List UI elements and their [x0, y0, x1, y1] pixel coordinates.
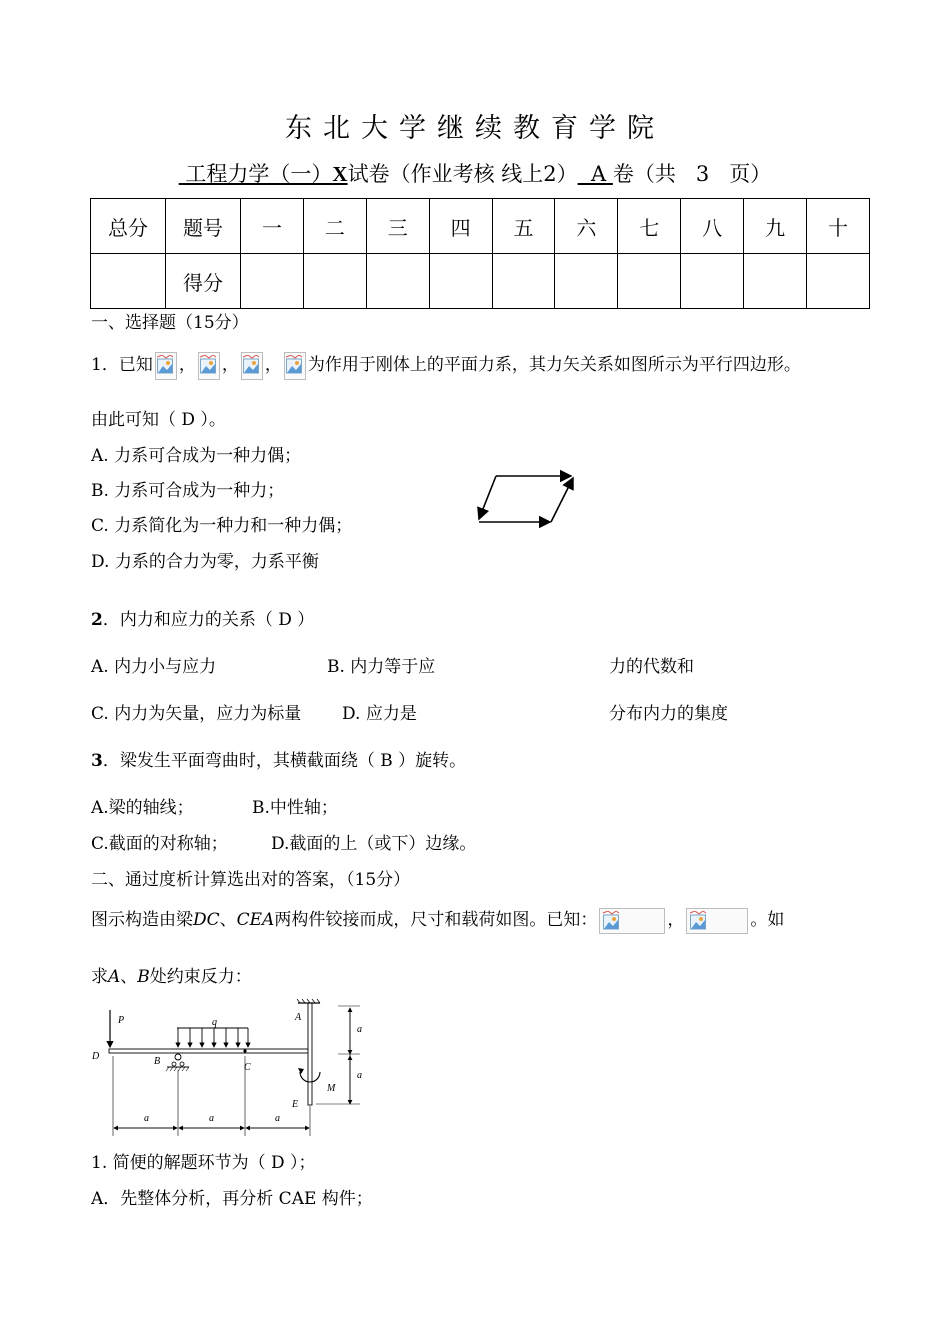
score-cell[interactable]: [492, 254, 555, 309]
section1-heading: 一、选择题（15分）: [91, 313, 249, 333]
q1-line2: 由此可知（ D ）。: [91, 410, 226, 430]
label-E: E: [292, 1099, 299, 1110]
score-cell[interactable]: [366, 254, 429, 309]
score-table-score-row: [91, 254, 870, 309]
label-a: a: [209, 1113, 214, 1124]
score-table: [90, 198, 870, 309]
score-cell[interactable]: [618, 254, 681, 309]
q2-option-d-tail: 分布内力的集度: [609, 704, 728, 724]
q2-option-b: B. 内力等于应: [327, 657, 436, 677]
q1-option-c: C. 力系简化为一种力和一种力偶；: [91, 516, 353, 536]
column-header: 四: [429, 199, 492, 254]
pages-count: 3: [695, 162, 710, 186]
q1-option-d: D. 力系的合力为零，力系平衡: [91, 552, 319, 572]
q2-stem: 2．内力和应力的关系（ D ）: [91, 610, 315, 630]
q3-option-c: C.截面的对称轴；: [91, 834, 228, 854]
parallelogram-force-figure: [470, 465, 580, 531]
total-score-label: 总分: [91, 199, 166, 254]
label-q: q: [212, 1017, 217, 1028]
label-a: a: [144, 1113, 149, 1124]
column-header: 一: [241, 199, 304, 254]
course-name: 工程力学（一）X: [185, 162, 348, 186]
broken-image-icon: [241, 352, 263, 380]
column-header: 六: [555, 199, 618, 254]
label-A: A: [295, 1012, 302, 1023]
q1-option-b: B. 力系可合成为一种力；: [91, 481, 285, 501]
section2-heading: 二、通过度析计算选出对的答案，（15分）: [91, 870, 411, 890]
label-B: B: [154, 1056, 161, 1067]
q3-stem: 3．梁发生平面弯曲时，其横截面绕（ B ）旋转。: [91, 751, 467, 771]
broken-image-icon: [155, 352, 177, 380]
section2-q1-option-a: A．先整体分析，再分析 CAE 构件；: [91, 1189, 373, 1209]
exam-desc: 试卷（作业考核 线上2）: [347, 162, 578, 186]
q1-line1: 1．已知 ， ， ， 为作用于刚体上的平面力系，其力矢关系如图所示为平行四边形。: [91, 350, 801, 380]
column-header: 七: [618, 199, 681, 254]
question-number-label: 题号: [166, 199, 241, 254]
beam-structure-figure: [88, 998, 378, 1144]
label-M: M: [327, 1083, 336, 1094]
label-D: D: [92, 1051, 100, 1062]
label-a: a: [357, 1024, 362, 1035]
q1-option-a: A. 力系可合成为一种力偶；: [91, 446, 302, 466]
column-header: 二: [303, 199, 366, 254]
score-table-header-row: [91, 199, 870, 254]
paper-type: A: [590, 162, 607, 186]
q2-option-b-tail: 力的代数和: [609, 657, 694, 677]
q3-option-a: A.梁的轴线；: [91, 798, 194, 818]
column-header: 三: [366, 199, 429, 254]
score-cell[interactable]: [744, 254, 807, 309]
broken-image-icon: [198, 352, 220, 380]
score-cell[interactable]: [241, 254, 304, 309]
q3-option-d: D.截面的上（或下）边缘。: [271, 834, 477, 854]
label-P: P: [118, 1015, 125, 1026]
section2-q1-stem: 1. 简便的解题环节为（ D ）；: [91, 1153, 316, 1173]
label-a: a: [357, 1070, 362, 1081]
institution-title: 东北大学继续教育学院: [285, 113, 665, 144]
total-score-cell[interactable]: [91, 254, 166, 309]
score-label: 得分: [166, 254, 241, 309]
q2-option-c: C. 内力为矢量，应力为标量: [91, 704, 302, 724]
section2-ask: 求A、B处约束反力：: [91, 967, 252, 987]
score-cell[interactable]: [555, 254, 618, 309]
score-cell[interactable]: [681, 254, 744, 309]
score-cell[interactable]: [303, 254, 366, 309]
broken-image-icon: [599, 908, 665, 934]
section2-intro: 图示构造由梁DC、CEA两构件铰接而成，尺寸和载荷如图。已知： ， 。如: [91, 905, 784, 935]
q2-option-d: D. 应力是: [342, 704, 417, 724]
score-cell[interactable]: [429, 254, 492, 309]
q3-option-b: B.中性轴；: [252, 798, 338, 818]
score-cell[interactable]: [807, 254, 870, 309]
broken-image-icon: [284, 352, 306, 380]
column-header: 八: [681, 199, 744, 254]
column-header: 九: [744, 199, 807, 254]
column-header: 五: [492, 199, 555, 254]
q2-option-a: A. 内力小与应力: [91, 657, 217, 677]
exam-subtitle: 工程力学（一）X试卷（作业考核 线上2） A 卷（共 3 页）: [0, 158, 950, 188]
label-C: C: [244, 1062, 251, 1073]
broken-image-icon: [686, 908, 748, 934]
label-a: a: [275, 1113, 280, 1124]
column-header: 十: [807, 199, 870, 254]
